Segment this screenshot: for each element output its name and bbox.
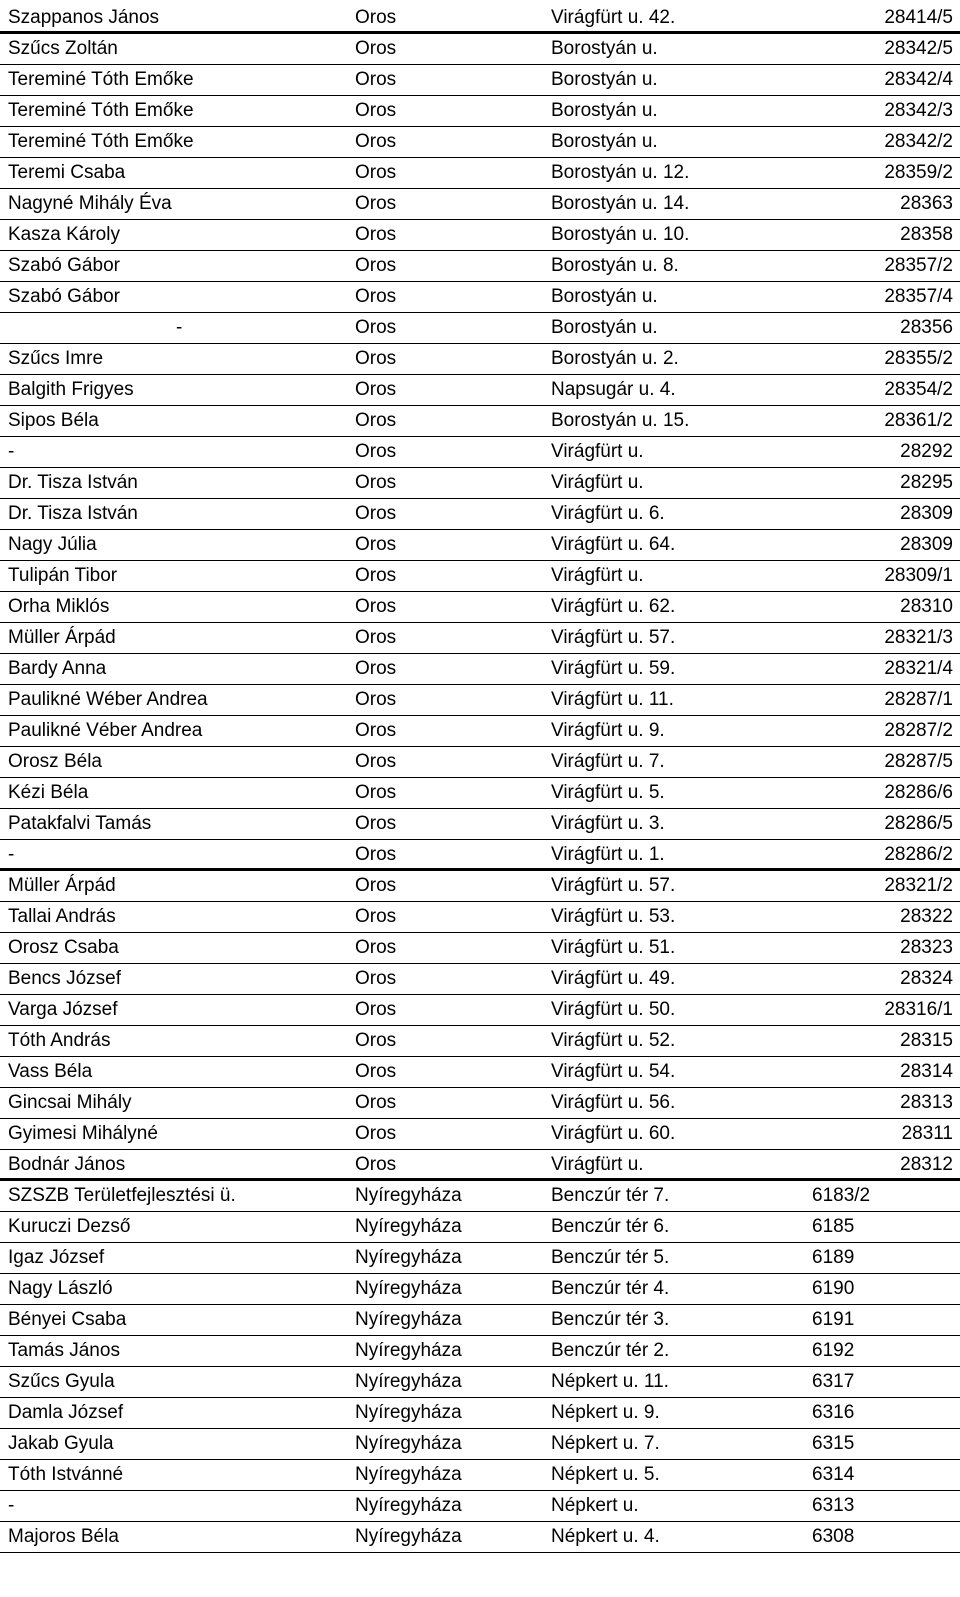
city-cell: Oros	[355, 317, 397, 338]
table-row	[0, 530, 960, 561]
table-row	[0, 251, 960, 282]
street-address-cell: Benczúr tér 4.	[551, 1278, 670, 1299]
city-cell: Oros	[355, 782, 397, 803]
street-address-cell: Virágfürt u. 9.	[551, 720, 665, 741]
city-cell: Oros	[355, 534, 397, 555]
street-address-cell: Borostyán u.	[551, 131, 658, 152]
owner-name-cell: Dr. Tisza István	[8, 503, 138, 524]
lot-number-cell: 6189	[812, 1247, 855, 1268]
table-row	[0, 1398, 960, 1429]
owner-name-cell: SZSZB Területfejlesztési ü.	[8, 1185, 236, 1206]
city-cell: Nyíregyháza	[355, 1464, 462, 1485]
street-address-cell: Borostyán u. 15.	[551, 410, 690, 431]
street-address-cell: Virágfürt u. 11.	[551, 689, 674, 710]
table-row	[0, 840, 960, 871]
lot-number-cell: 28354/2	[884, 379, 953, 400]
owner-name-cell: Tóth András	[8, 1030, 111, 1051]
table-row	[0, 592, 960, 623]
street-address-cell: Népkert u. 9.	[551, 1402, 660, 1423]
owner-name-cell: -	[8, 441, 15, 462]
street-address-cell: Virágfürt u. 56.	[551, 1092, 676, 1113]
lot-number-cell: 28321/2	[884, 875, 953, 896]
street-address-cell: Borostyán u. 8.	[551, 255, 679, 276]
owner-name-cell: Paulikné Véber Andrea	[8, 720, 203, 741]
lot-number-cell: 6191	[812, 1309, 855, 1330]
street-address-cell: Virágfürt u. 42.	[551, 7, 676, 28]
city-cell: Oros	[355, 255, 397, 276]
lot-number-cell: 28324	[900, 968, 953, 989]
owner-name-cell: Bardy Anna	[8, 658, 107, 679]
table-row	[0, 1088, 960, 1119]
street-address-cell: Virágfürt u. 5.	[551, 782, 665, 803]
city-cell: Oros	[355, 441, 397, 462]
table-row	[0, 65, 960, 96]
table-row	[0, 747, 960, 778]
table-row	[0, 933, 960, 964]
owner-name-cell: Szappanos János	[8, 7, 160, 28]
table-row	[0, 902, 960, 933]
street-address-cell: Borostyán u.	[551, 317, 658, 338]
city-cell: Oros	[355, 906, 397, 927]
city-cell: Oros	[355, 596, 397, 617]
owner-name-cell: -	[8, 1495, 15, 1516]
table-row	[0, 468, 960, 499]
table-row	[0, 809, 960, 840]
city-cell: Oros	[355, 875, 397, 896]
lot-number-cell: 28358	[900, 224, 953, 245]
city-cell: Nyíregyháza	[355, 1433, 462, 1454]
lot-number-cell: 6192	[812, 1340, 855, 1361]
street-address-cell: Virágfürt u. 7.	[551, 751, 665, 772]
city-cell: Oros	[355, 689, 397, 710]
city-cell: Oros	[355, 286, 397, 307]
owner-name-cell: Patakfalvi Tamás	[8, 813, 152, 834]
lot-number-cell: 6183/2	[812, 1185, 871, 1206]
owner-name-cell: -	[176, 317, 183, 338]
table-row	[0, 871, 960, 902]
lot-number-cell: 28414/5	[884, 7, 953, 28]
lot-number-cell: 28357/4	[884, 286, 953, 307]
owner-name-cell: Bencs József	[8, 968, 121, 989]
table-row	[0, 1057, 960, 1088]
owner-name-cell: Balgith Frigyes	[8, 379, 134, 400]
city-cell: Oros	[355, 1154, 397, 1175]
city-cell: Oros	[355, 38, 397, 59]
street-address-cell: Virágfürt u. 49.	[551, 968, 676, 989]
table-row	[0, 220, 960, 251]
street-address-cell: Virágfürt u. 59.	[551, 658, 676, 679]
city-cell: Oros	[355, 224, 397, 245]
street-address-cell: Borostyán u.	[551, 286, 658, 307]
owner-name-cell: Kézi Béla	[8, 782, 89, 803]
street-address-cell: Virágfürt u. 6.	[551, 503, 665, 524]
street-address-cell: Virágfürt u. 64.	[551, 534, 676, 555]
street-address-cell: Virágfürt u.	[551, 472, 644, 493]
table-row	[0, 1429, 960, 1460]
street-address-cell: Virágfürt u. 51.	[551, 937, 676, 958]
owner-name-cell: Teremi Csaba	[8, 162, 126, 183]
city-cell: Oros	[355, 348, 397, 369]
city-cell: Oros	[355, 999, 397, 1020]
table-row	[0, 437, 960, 468]
table-row	[0, 406, 960, 437]
city-cell: Oros	[355, 410, 397, 431]
table-row	[0, 344, 960, 375]
city-cell: Nyíregyháza	[355, 1216, 462, 1237]
street-address-cell: Virágfürt u.	[551, 1154, 644, 1175]
street-address-cell: Benczúr tér 7.	[551, 1185, 670, 1206]
owner-name-cell: Szűcs Gyula	[8, 1371, 115, 1392]
lot-number-cell: 28309	[900, 534, 953, 555]
city-cell: Oros	[355, 1030, 397, 1051]
owner-name-cell: Gincsai Mihály	[8, 1092, 132, 1113]
lot-number-cell: 28342/4	[884, 69, 953, 90]
street-address-cell: Virágfürt u. 62.	[551, 596, 676, 617]
table-row	[0, 1491, 960, 1522]
city-cell: Oros	[355, 379, 397, 400]
street-address-cell: Virágfürt u.	[551, 565, 644, 586]
city-cell: Oros	[355, 193, 397, 214]
lot-number-cell: 28309/1	[884, 565, 953, 586]
street-address-cell: Borostyán u.	[551, 100, 658, 121]
street-address-cell: Népkert u. 4.	[551, 1526, 660, 1547]
city-cell: Oros	[355, 1123, 397, 1144]
owner-name-cell: Nagy Júlia	[8, 534, 97, 555]
street-address-cell: Benczúr tér 6.	[551, 1216, 670, 1237]
owner-name-cell: Orha Miklós	[8, 596, 110, 617]
street-address-cell: Virágfürt u. 3.	[551, 813, 665, 834]
street-address-cell: Benczúr tér 2.	[551, 1340, 670, 1361]
owner-name-cell: Orosz Béla	[8, 751, 102, 772]
table-row	[0, 685, 960, 716]
lot-number-cell: 28321/3	[884, 627, 953, 648]
owner-name-cell: Damla József	[8, 1402, 124, 1423]
street-address-cell: Virágfürt u. 50.	[551, 999, 676, 1020]
table-row	[0, 96, 960, 127]
table-row	[0, 158, 960, 189]
city-cell: Oros	[355, 658, 397, 679]
owner-name-cell: Vass Béla	[8, 1061, 93, 1082]
city-cell: Oros	[355, 565, 397, 586]
city-cell: Oros	[355, 968, 397, 989]
owner-name-cell: Müller Árpád	[8, 875, 116, 896]
owner-name-cell: Gyimesi Mihályné	[8, 1123, 158, 1144]
street-address-cell: Népkert u. 7.	[551, 1433, 660, 1454]
lot-number-cell: 28357/2	[884, 255, 953, 276]
lot-number-cell: 28363	[900, 193, 953, 214]
lot-number-cell: 28287/1	[884, 689, 953, 710]
table-row	[0, 1460, 960, 1491]
lot-number-cell: 6190	[812, 1278, 855, 1299]
street-address-cell: Virágfürt u.	[551, 441, 644, 462]
lot-number-cell: 28359/2	[884, 162, 953, 183]
street-address-cell: Virágfürt u. 60.	[551, 1123, 676, 1144]
lot-number-cell: 6316	[812, 1402, 855, 1423]
city-cell: Oros	[355, 69, 397, 90]
city-cell: Oros	[355, 503, 397, 524]
table-row	[0, 375, 960, 406]
lot-number-cell: 28295	[900, 472, 953, 493]
street-address-cell: Virágfürt u. 52.	[551, 1030, 676, 1051]
table-row	[0, 1212, 960, 1243]
street-address-cell: Borostyán u. 2.	[551, 348, 679, 369]
owner-name-cell: Bodnár János	[8, 1154, 126, 1175]
lot-number-cell: 6185	[812, 1216, 855, 1237]
lot-number-cell: 6315	[812, 1433, 855, 1454]
table-row	[0, 282, 960, 313]
owner-name-cell: Kuruczi Dezső	[8, 1216, 131, 1237]
table-row	[0, 189, 960, 220]
owner-name-cell: Szűcs Imre	[8, 348, 104, 369]
table-row	[0, 1336, 960, 1367]
table-row	[0, 561, 960, 592]
street-address-cell: Népkert u. 5.	[551, 1464, 660, 1485]
city-cell: Nyíregyháza	[355, 1340, 462, 1361]
table-row	[0, 716, 960, 747]
lot-number-cell: 28310	[900, 596, 953, 617]
owner-name-cell: Igaz József	[8, 1247, 105, 1268]
lot-number-cell: 28309	[900, 503, 953, 524]
lot-number-cell: 28321/4	[884, 658, 953, 679]
lot-number-cell: 28342/5	[884, 38, 953, 59]
owner-name-cell: Orosz Csaba	[8, 937, 119, 958]
street-address-cell: Virágfürt u. 57.	[551, 627, 676, 648]
owner-name-cell: Tulipán Tibor	[8, 565, 118, 586]
table-row	[0, 3, 960, 34]
lot-number-cell: 28342/3	[884, 100, 953, 121]
owner-name-cell: Tallai András	[8, 906, 116, 927]
city-cell: Nyíregyháza	[355, 1309, 462, 1330]
city-cell: Oros	[355, 162, 397, 183]
lot-number-cell: 28313	[900, 1092, 953, 1113]
street-address-cell: Borostyán u. 10.	[551, 224, 690, 245]
owner-name-cell: Nagyné Mihály Éva	[8, 193, 172, 214]
street-address-cell: Népkert u.	[551, 1495, 639, 1516]
owner-name-cell: Paulikné Wéber Andrea	[8, 689, 208, 710]
table-row	[0, 1305, 960, 1336]
lot-number-cell: 28311	[901, 1123, 953, 1144]
table-row	[0, 499, 960, 530]
table-row	[0, 1522, 960, 1553]
street-address-cell: Virágfürt u. 1.	[551, 844, 665, 865]
city-cell: Nyíregyháza	[355, 1495, 462, 1516]
lot-number-cell: 28323	[900, 937, 953, 958]
lot-number-cell: 28356	[900, 317, 953, 338]
table-row	[0, 1243, 960, 1274]
table-row	[0, 995, 960, 1026]
city-cell: Nyíregyháza	[355, 1247, 462, 1268]
street-address-cell: Virágfürt u. 57.	[551, 875, 676, 896]
table-row	[0, 1026, 960, 1057]
city-cell: Oros	[355, 720, 397, 741]
city-cell: Oros	[355, 627, 397, 648]
owner-name-cell: Sipos Béla	[8, 410, 99, 431]
owner-name-cell: Varga József	[8, 999, 118, 1020]
owner-name-cell: Szűcs Zoltán	[8, 38, 118, 59]
lot-number-cell: 28292	[900, 441, 953, 462]
lot-number-cell: 28286/6	[884, 782, 953, 803]
table-row	[0, 1181, 960, 1212]
lot-number-cell: 28286/2	[884, 844, 953, 865]
street-address-cell: Napsugár u. 4.	[551, 379, 676, 400]
city-cell: Nyíregyháza	[355, 1371, 462, 1392]
street-address-cell: Benczúr tér 3.	[551, 1309, 670, 1330]
city-cell: Oros	[355, 751, 397, 772]
table-row	[0, 654, 960, 685]
owner-name-cell: Bényei Csaba	[8, 1309, 127, 1330]
lot-number-cell: 28361/2	[884, 410, 953, 431]
lot-number-cell: 28314	[900, 1061, 953, 1082]
street-address-cell: Borostyán u. 12.	[551, 162, 690, 183]
owner-name-cell: Kasza Károly	[8, 224, 120, 245]
city-cell: Oros	[355, 1061, 397, 1082]
owner-name-cell: -	[8, 844, 15, 865]
table-row	[0, 623, 960, 654]
owner-name-cell: Tereminé Tóth Emőke	[8, 69, 194, 90]
lot-number-cell: 6313	[812, 1495, 855, 1516]
owner-name-cell: Tereminé Tóth Emőke	[8, 100, 194, 121]
owner-name-cell: Szabó Gábor	[8, 286, 120, 307]
lot-number-cell: 28322	[900, 906, 953, 927]
city-cell: Nyíregyháza	[355, 1278, 462, 1299]
street-address-cell: Borostyán u. 14.	[551, 193, 690, 214]
lot-number-cell: 28287/2	[884, 720, 953, 741]
city-cell: Oros	[355, 472, 397, 493]
city-cell: Oros	[355, 937, 397, 958]
lot-number-cell: 28286/5	[884, 813, 953, 834]
street-address-cell: Benczúr tér 5.	[551, 1247, 670, 1268]
table-row	[0, 127, 960, 158]
table-row	[0, 1150, 960, 1181]
owner-name-cell: Müller Árpád	[8, 627, 116, 648]
table-row	[0, 1367, 960, 1398]
city-cell: Nyíregyháza	[355, 1402, 462, 1423]
lot-number-cell: 28287/5	[884, 751, 953, 772]
lot-number-cell: 6308	[812, 1526, 855, 1547]
owner-name-cell: Tereminé Tóth Emőke	[8, 131, 194, 152]
street-address-cell: Virágfürt u. 54.	[551, 1061, 676, 1082]
lot-number-cell: 28355/2	[884, 348, 953, 369]
street-address-cell: Borostyán u.	[551, 38, 658, 59]
owner-name-cell: Tóth Istvánné	[8, 1464, 124, 1485]
owner-name-cell: Szabó Gábor	[8, 255, 120, 276]
lot-number-cell: 6314	[812, 1464, 855, 1485]
table-row	[0, 964, 960, 995]
owner-name-cell: Tamás János	[8, 1340, 120, 1361]
city-cell: Nyíregyháza	[355, 1185, 462, 1206]
city-cell: Oros	[355, 844, 397, 865]
city-cell: Oros	[355, 813, 397, 834]
owner-name-cell: Jakab Gyula	[8, 1433, 114, 1454]
street-address-cell: Népkert u. 11.	[551, 1371, 669, 1392]
city-cell: Oros	[355, 1092, 397, 1113]
lot-number-cell: 28316/1	[884, 999, 953, 1020]
table-row	[0, 313, 960, 344]
owner-name-cell: Dr. Tisza István	[8, 472, 138, 493]
owner-name-cell: Majoros Béla	[8, 1526, 119, 1547]
owner-name-cell: Nagy László	[8, 1278, 113, 1299]
city-cell: Oros	[355, 100, 397, 121]
table-row	[0, 1274, 960, 1305]
lot-number-cell: 28315	[900, 1030, 953, 1051]
table-row	[0, 34, 960, 65]
city-cell: Oros	[355, 131, 397, 152]
lot-number-cell: 28342/2	[884, 131, 953, 152]
table-row	[0, 778, 960, 809]
lot-number-cell: 6317	[812, 1371, 855, 1392]
street-address-cell: Borostyán u.	[551, 69, 658, 90]
street-address-cell: Virágfürt u. 53.	[551, 906, 676, 927]
table-row	[0, 1119, 960, 1150]
lot-number-cell: 28312	[900, 1154, 953, 1175]
city-cell: Nyíregyháza	[355, 1526, 462, 1547]
city-cell: Oros	[355, 7, 397, 28]
